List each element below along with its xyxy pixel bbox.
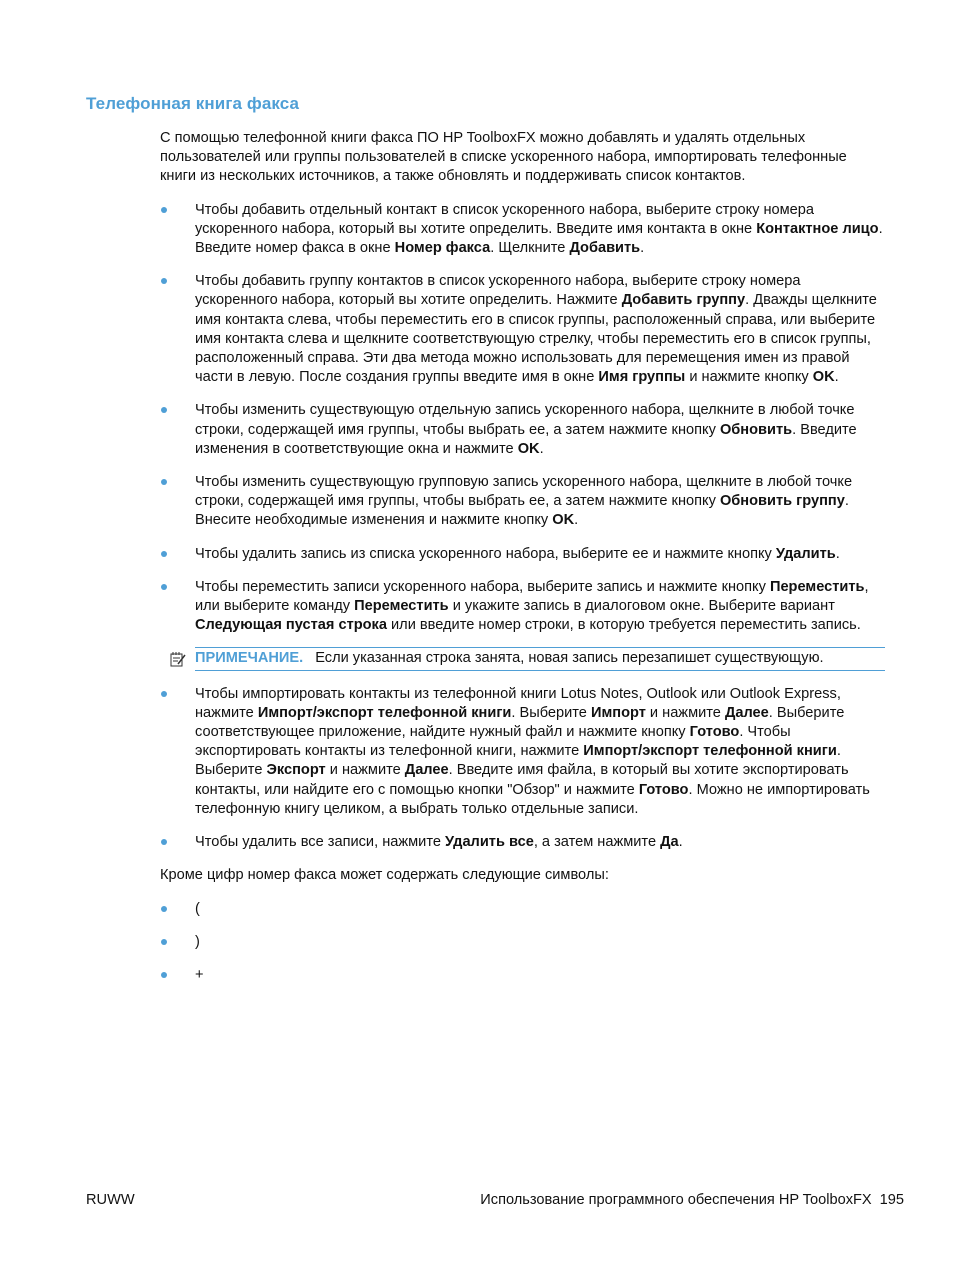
list-item bbox=[160, 401, 885, 459]
bold-term: Обновить группу bbox=[719, 493, 845, 510]
text-run: . Выберите bbox=[511, 704, 591, 721]
text-run: . bbox=[574, 512, 579, 529]
text-run: Чтобы изменить существующую групповую запись ускоренного набора, щелкните в любой точке строки, содержащей имя группы, чтобы выбрать ее, а затем нажмите кнопку bbox=[195, 474, 853, 510]
text-run: . Выберите соответствующее приложение, найдите нужный файл и нажмите кнопку bbox=[195, 704, 845, 741]
list-item bbox=[160, 966, 885, 985]
bold-term: Импорт bbox=[590, 704, 646, 721]
text-run: и нажмите bbox=[645, 704, 725, 721]
bold-term: Номер факса bbox=[394, 240, 491, 257]
bullet-icon bbox=[161, 551, 167, 557]
note-label: ПРИМЕЧАНИЕ. bbox=[195, 650, 304, 667]
symbols-list bbox=[160, 900, 885, 986]
bold-term: OK bbox=[517, 440, 540, 457]
text-run: или введите номер строки, в которую требуется переместить запись. bbox=[386, 617, 861, 634]
text-run: . bbox=[835, 545, 840, 562]
bold-term: Экспорт bbox=[266, 762, 326, 779]
text-run: ) bbox=[195, 933, 200, 950]
bold-term: Обновить bbox=[719, 421, 793, 438]
bold-term: Добавить bbox=[569, 240, 641, 257]
footer-running-title bbox=[480, 1192, 904, 1208]
bold-term: Импорт/экспорт телефонной книги bbox=[583, 743, 837, 760]
intro-paragraph: С помощью телефонной книги факса ПО HP ToolboxFX можно добавлять и удалять отдельных пользователей или группы пользователей в списке ускоренного набора, импортировать телефонные книги из нескольких источников, а также обновлять и поддерживать список контактов. bbox=[160, 130, 847, 185]
list-item bbox=[160, 685, 885, 819]
bullet-icon bbox=[161, 839, 167, 845]
text-run: . Дважды щелкните имя контакта слева, чтобы переместить его в список группы, расположенный справа, или выберите имя контакта слева и щелкните соответствующую стрелку, чтобы переместить его в список группы, расположенный справа. Эти два метода можно использовать для перемещения имен из правой части в левую. После создания группы введите имя в окне bbox=[195, 292, 877, 386]
bold-term: Да bbox=[660, 834, 679, 851]
list-item bbox=[160, 933, 885, 952]
bullet-icon bbox=[161, 278, 167, 284]
bold-term: Следующая пустая строка bbox=[195, 617, 387, 634]
text-run: и нажмите кнопку bbox=[685, 369, 813, 386]
bullet-icon bbox=[161, 691, 167, 697]
text-run: . Выберите bbox=[195, 743, 841, 779]
bullet-icon bbox=[161, 207, 167, 213]
text-run: Чтобы изменить существующую отдельную запись ускоренного набора, щелкните в любой точке строки, содержащей имя группы, чтобы выбрать ее, а затем нажмите кнопку bbox=[195, 402, 855, 438]
document-body bbox=[160, 129, 885, 999]
text-run: , а затем нажмите bbox=[533, 834, 661, 851]
text-run: + bbox=[195, 966, 204, 983]
text-run: . Щелкните bbox=[490, 240, 570, 257]
text-run: Чтобы удалить все записи, нажмите bbox=[195, 834, 446, 851]
text-run: . Можно не импортировать телефонную книгу целиком, а выбрать только отдельные записи. bbox=[195, 781, 870, 817]
instructions-list-continued bbox=[160, 685, 885, 853]
bullet-icon bbox=[161, 906, 167, 912]
text-run: , или выберите команду bbox=[195, 578, 869, 615]
bold-term: Переместить bbox=[769, 578, 865, 595]
bold-term: Удалить все bbox=[445, 834, 534, 851]
bold-term: Переместить bbox=[354, 598, 449, 615]
text-run: . bbox=[834, 369, 839, 386]
symbols-intro: Кроме цифр номер факса может содержать следующие символы: bbox=[160, 867, 609, 884]
text-run: . bbox=[640, 240, 645, 257]
text-run: . Введите имя файла, в который вы хотите экспортировать контакты, или найдите его с помощью кнопки "Обзор" и нажмите bbox=[195, 762, 849, 798]
text-run: ( bbox=[195, 900, 200, 917]
text-run: . Чтобы экспортировать контакты из телефонной книги, нажмите bbox=[195, 724, 791, 760]
bold-term: Импорт/экспорт телефонной книги bbox=[257, 704, 512, 721]
footer-section: Использование программного обеспечения HP ToolboxFX bbox=[480, 1192, 872, 1208]
text-run: . bbox=[539, 440, 544, 457]
bold-term: Удалить bbox=[775, 545, 836, 562]
bold-term: Контактное лицо bbox=[756, 220, 879, 237]
bullet-icon bbox=[161, 972, 167, 978]
text-run: Чтобы удалить запись из списка ускоренного набора, выберите ее и нажмите кнопку bbox=[195, 545, 776, 562]
bullet-icon bbox=[161, 479, 167, 485]
list-item bbox=[160, 833, 885, 852]
bold-term: Далее bbox=[724, 704, 769, 721]
bold-term: Далее bbox=[404, 762, 449, 779]
note-text: Если указанная строка занята, новая запись перезапишет существующую. bbox=[315, 650, 824, 667]
text-run: и укажите запись в диалоговом окне. Выберите вариант bbox=[448, 598, 835, 615]
bullet-icon bbox=[161, 939, 167, 945]
bold-term: Готово bbox=[689, 724, 740, 741]
text-run: Чтобы импортировать контакты из телефонной книги Lotus Notes, Outlook или Outlook Express, нажмите bbox=[195, 685, 841, 721]
bold-term: OK bbox=[812, 369, 835, 386]
list-item bbox=[160, 545, 885, 564]
bold-term: Имя группы bbox=[598, 369, 686, 386]
text-run: Чтобы добавить группу контактов в список ускоренного набора, выберите строку номера ускоренного набора, который вы хотите определить. Нажмите bbox=[195, 273, 801, 309]
bold-term: Добавить группу bbox=[621, 292, 746, 309]
list-item bbox=[160, 473, 885, 531]
page-number: 195 bbox=[879, 1192, 904, 1208]
bullet-icon bbox=[161, 407, 167, 413]
list-item bbox=[160, 578, 885, 636]
list-item bbox=[160, 900, 885, 919]
note-icon bbox=[170, 651, 188, 667]
instructions-list bbox=[160, 201, 885, 636]
bold-term: Готово bbox=[638, 781, 689, 798]
bullet-icon bbox=[161, 584, 167, 590]
text-run: Чтобы переместить записи ускоренного набора, выберите запись и нажмите кнопку bbox=[195, 578, 770, 595]
bold-term: OK bbox=[552, 512, 575, 529]
text-run: . Введите изменения в соответствующие окна и нажмите bbox=[195, 421, 857, 457]
text-run: . Введите номер факса в окне bbox=[195, 220, 883, 257]
footer-locale: RUWW bbox=[86, 1192, 135, 1208]
list-item bbox=[160, 272, 885, 387]
text-run: Чтобы добавить отдельный контакт в список ускоренного набора, выберите строку номера ускоренного набора, который вы хотите определить. Введите имя контакта в окне bbox=[195, 201, 815, 237]
list-item bbox=[160, 201, 885, 259]
section-title: Телефонная книга факса bbox=[86, 94, 300, 113]
text-run: . Внесите необходимые изменения и нажмите кнопку bbox=[195, 493, 849, 529]
text-run: и нажмите bbox=[325, 762, 405, 779]
note-box bbox=[195, 647, 885, 670]
text-run: . bbox=[678, 834, 683, 851]
